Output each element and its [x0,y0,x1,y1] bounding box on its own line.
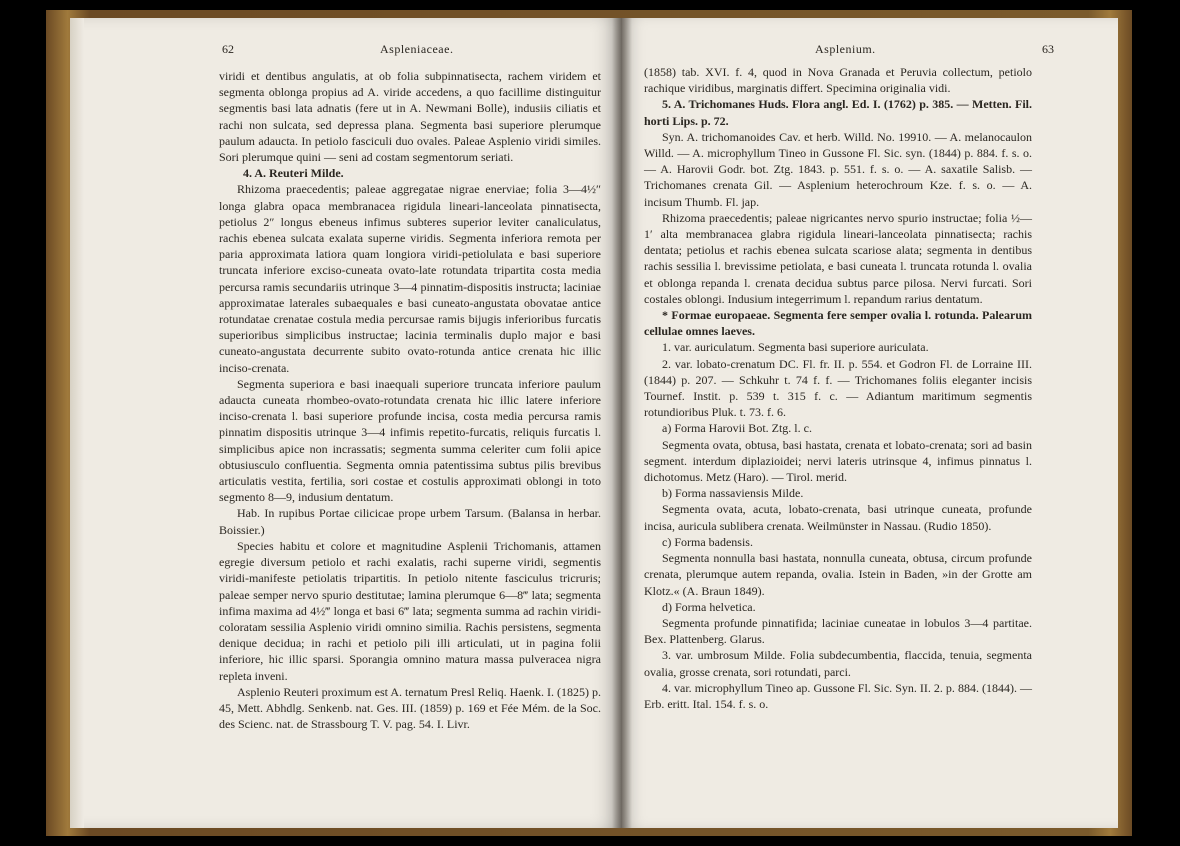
right-page-number: 63 [1042,42,1054,56]
paragraph: Segmenta nonnulla basi hastata, nonnulla cuneata, obtusa, circum profunde crenata, plerumque autem repanda, ovalia. Istein in Baden, »in der Grotte am Klotz.« (A. Braun 1849). [644,551,1032,598]
left-text-column [219,68,601,732]
paragraph: Rhizoma praecedentis; paleae nigricantes nervo spurio instructae; folia ½—1′ alta membranacea glabra rigidula lineari-lanceolata pinnatisecta; rachis dentata; petiolus et rachis ebenea sulcata scariose alata; segmenta in dentibus rachis sessilia l. brevissime petiolata, e basi cuneata l. truncata rotunda l. ovalia et oblonga repanda l. crenata decidua subtus parce pilosa. Nervi furcati. Sori costales oblongi. Indusium integerrimum l. repandum rarius dentatum. [644,210,1032,306]
right-running-head: Asplenium. [815,42,876,56]
species-heading: 5. A. Trichomanes Huds. Flora angl. Ed. I. (1762) p. 385. — Metten. Fil. horti Lips. p. 72. [644,97,1032,128]
synonymy-paragraph: Syn. A. trichomanoides Cav. et herb. Willd. No. 19910. — A. melanocaulon Willd. — A. microphyllum Tineo in Gussone Fl. Sic. syn. (1844) p. 884. f. s. o. — A. Harovii Godr. bot. Ztg. 1843. p. 551. f. s. o. — A. saxatile Salisb. — Trichomanes crenata Gil. — Asplenium heterochroum Kze. f. s. o. — A. incisum Thumb. Fl. jap. [644,129,1032,209]
left-page-number: 62 [222,42,234,56]
paragraph: Rhizoma praecedentis; paleae aggregatae nigrae enerviae; folia 3—4½″ longa glabra opaca membranacea rigidula lineari-lanceolata pinnatisecta, petiolus 2″ longus ebeneus infimus subteres superior leviter canaliculatus, rachis ebenea sulcata exalata superne viridis. Segmenta inferiora remota per paria approximata latiora quam longiora viridi-petiolulata e basi superiore truncata inferiore exciso-cuneata ovato-late rotundata tripartita costa media percursa ramis secundariis utrinque 3—4 pinnatim-dispositis instructa; laciniae approximatae laterales subaequales e basi cuneato-angustata obovatae antice rotundatae crenatae costula media percursae ramis bijugis inferioribus furcatis superioribus simplicibus instructae; lacinia terminalis duplo major e basi cuneato-angustata decurrente subito ovato-rotunda antice crenata hic illic inciso-crenata. [219,182,601,375]
left-page-edge [70,18,84,828]
variety-paragraph: 4. var. microphyllum Tineo ap. Gussone Fl. Sic. Syn. II. 2. p. 884. (1844). — Erb. eritt. Ital. 154. f. s. o. [644,680,1032,711]
paragraph: Segmenta superiora e basi inaequali superiore truncata inferiore paulum adaucta cuneata rhombeo-ovato-rotundata crenata hic illic latere inferiore inciso-crenata l. basi superiore profunde incisa, costa media percursa ramis pinnatim dispositis utrinque 3—4 infimis repetito-furcatis, reliquis furcatis l. simplicibus apice non incrassatis; segmenta summa celeriter cum folii apice obtusiusculo confluentia. Segmenta omnia patentissima subtus pilis brevibus articulatis vestita, fertilia, sori costae et costulis approximati oblongi in toto segmento 8—9, indusium dentatum. [219,376,601,505]
paragraph: Asplenio Reuteri proximum est A. ternatum Presl Reliq. Haenk. I. (1825) p. 45, Mett. Abhdlg. Senkenb. nat. Ges. III. (1859) p. 169 et Fée Mém. de la Soc. des Scienc. nat. de Strassbourg T. V. pag. 54. I. Livr. [219,684,601,732]
paragraph: Segmenta ovata, acuta, lobato-crenata, basi utrinque cuneata, profunde incisa, auricula sublibera crenata. Weilmünster in Nassau. (Rudio 1850). [644,502,1032,533]
left-running-head: Aspleniaceae. [380,42,454,56]
paragraph: Segmenta profunde pinnatifida; laciniae cuneatae in lobulos 3—4 partitae. Bex. Plattenberg. Glarus. [644,615,1032,647]
paragraph: viridi et dentibus angulatis, at ob folia subpinnatisecta, rachem viridem et segmenta oblonga propius ad A. viride accedens, a quo facillime distinguitur segmentis basi lata adnatis (fere ut in A. Newmani Bolle), indusiis ciliatis et rachi non sulcata, sed depressa plana. Segmenta basi superiore plerumque paulum adaucta. In petiolo fasciculi duo ovales. Paleae Asplenio viridi similes. Sori plerumque quini — seni ad costam segmentorum seriati. [219,69,601,165]
group-heading: * Formae europaeae. Segmenta fere semper ovalia l. rotunda. Palearum cellulae omnes laeves. [644,308,1032,339]
paragraph: Hab. In rupibus Portae cilicicae prope urbem Tarsum. (Balansa in herbar. Boissier.) [219,506,601,537]
forma-heading: c) Forma badensis. [662,534,753,549]
variety-paragraph: 3. var. umbrosum Milde. Folia subdecumbentia, flaccida, tenuia, segmenta ovalia, grosse crenata, sori rotundati, parci. [644,648,1032,679]
forma-heading: d) Forma helvetica. [662,599,756,614]
species-heading: 4. A. Reuteri Milde. [243,166,344,181]
paragraph: (1858) tab. XVI. f. 4, quod in Nova Granada et Peruvia collectum, petiolo rachique viridibus, marginatis differt. Specimina originalia vidi. [644,65,1032,96]
variety-paragraph: 2. var. lobato-crenatum DC. Fl. fr. II. p. 554. et Godron Fl. de Lorraine III. (1844) p. 207. — Schkuhr t. 74 f. f. — Trichomanes foliis eleganter incisis Tournef. Instit. p. 539 t. 315 f. c. — Adiantum maritimum segmentis rotundioribus Pluk. t. 73. f. 6. [644,356,1032,420]
paragraph: Species habitu et colore et magnitudine Asplenii Trichomanis, attamen egregie diversum petiolo et rachi exalatis, rachi superne viridi, segmentis viridi-manifeste petiolatis tripartitis. In petiolo nitente fasciculus tricruris; paleae semper nervo spurio destitutae; lamina plerumque 6—8‴ lata; segmenta infima maxima ad 4½‴ longa et basi 6‴ lata; segmenta summa ad rachin viridi-coloratam sessilia Asplenio viridi omnino similia. Rachis persistens, segmenta denique decidua; in rachi et petiolo pili illi articulati, ut in pagina folii inferiore, hic illic sparsi. Sporangia omnino matura massa pulveracea nigra repleta inveni. [219,538,601,683]
paragraph: Segmenta ovata, obtusa, basi hastata, crenata et lobato-crenata; sori ad basin segment. interdum diplazioidei; nervi lateris utrinsque 4, infimus pinnatus l. dichotomus. Metz (Haro). — Tirol. merid. [644,437,1032,485]
right-text-column [644,64,1032,712]
forma-heading: b) Forma nassaviensis Milde. [662,486,804,501]
forma-heading: a) Forma Harovii Bot. Ztg. l. c. [662,421,812,436]
variety-paragraph: 1. var. auriculatum. Segmenta basi superiore auriculata. [662,340,929,355]
book-gutter [612,18,632,828]
